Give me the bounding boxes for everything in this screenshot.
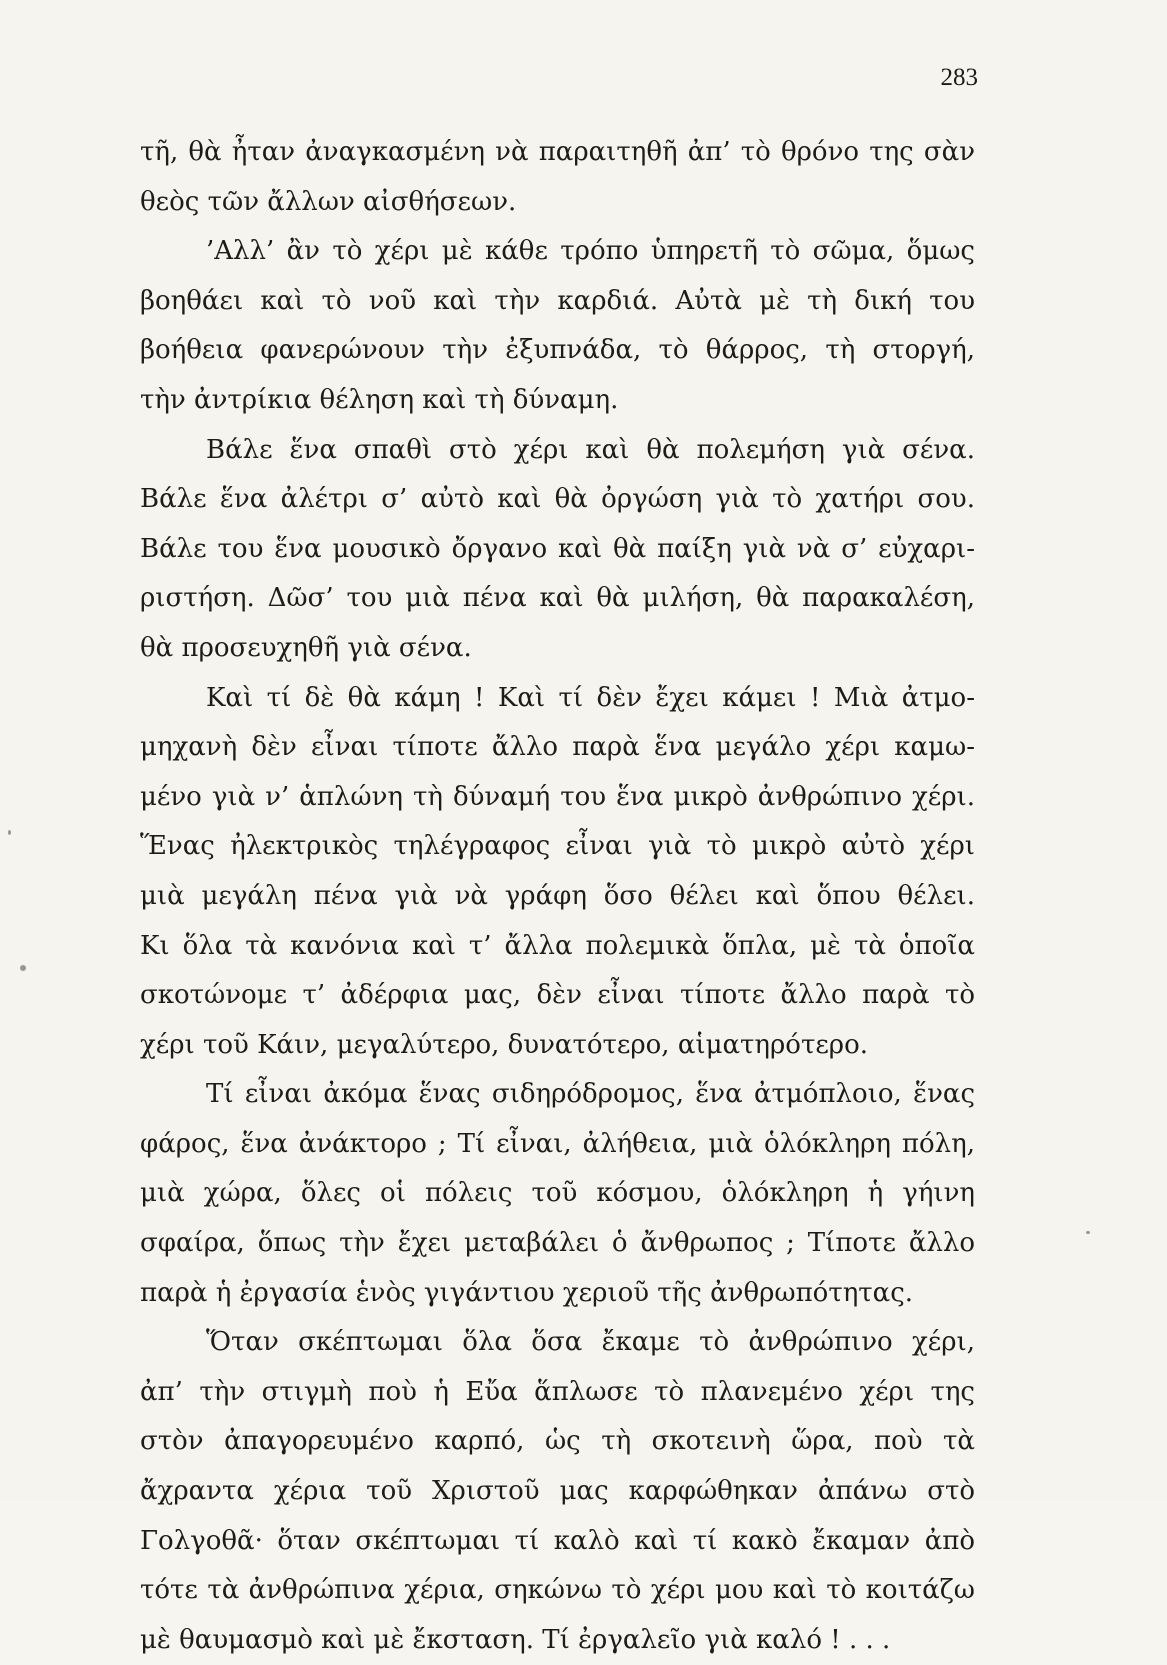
text-line: τὴν ἀντρίκια θέληση καὶ τὴ δύναμη. <box>140 384 619 415</box>
text-line: τῆ, θὰ ἦταν ἀναγκασμένη νὰ παραιτηθῆ ἀπ’ τὸ θρόνο της σὰν <box>140 137 975 167</box>
text-line: παρὰ ἡ ἐργασία ἑνὸς γιγάντιου χεριοῦ τῆς ἀνθρωπότητας. <box>140 1277 914 1308</box>
text-line: ἀπ’ τὴν στιγμὴ ποὺ ἡ Εὔα ἅπλωσε τὸ πλανεμένο χέρι της <box>140 1376 975 1407</box>
text-line: μιὰ χώρα, ὅλες οἱ πόλεις τοῦ κόσμου, ὁλόκληρη ἡ γήινη <box>140 1178 975 1209</box>
text-line: μιὰ μεγάλη πένα γιὰ νὰ γράφη ὅσο θέλει καὶ ὅπου θέλει. <box>140 880 975 911</box>
text-line: τότε τὰ ἀνθρώπινα χέρια, σηκώνω τὸ χέρι μου καὶ τὸ κοιτάζω <box>140 1575 975 1606</box>
text-line: Ἕνας ἠλεκτρικὸς τηλέγραφος εἶναι γιὰ τὸ μικρὸ αὐτὸ χέρι <box>140 831 975 862</box>
text-line: σφαίρα, ὅπως τὴν ἔχει μεταβάλει ὁ ἄνθρωπος ; Τίποτε ἄλλο <box>140 1228 975 1259</box>
paper-speck <box>20 965 26 971</box>
text-line: βοηθάει καὶ τὸ νοῦ καὶ τὴν καρδιά. Αὐτὰ μὲ τὴ δική του <box>140 285 975 316</box>
text-line: Καὶ τί δὲ θὰ κάμη ! Καὶ τί δὲν ἔχει κάμει ! Μιὰ ἀτμο- <box>206 682 975 713</box>
text-line: θὰ προσευχηθῆ γιὰ σένα. <box>140 632 472 663</box>
text-line: χέρι τοῦ Κάιν, μεγαλύτερο, δυνατότερο, αἱματηρότερο. <box>140 1029 868 1060</box>
paper-speck <box>1086 1231 1090 1234</box>
text-line: βοήθεια φανερώνουν τὴν ἐξυπνάδα, τὸ θάρρος, τὴ στοργή, <box>140 335 975 366</box>
text-line: Βάλε ἕνα σπαθὶ στὸ χέρι καὶ θὰ πολεμήση γιὰ σένα. <box>206 434 975 465</box>
text-line: Βάλε του ἕνα μουσικὸ ὄργανο καὶ θὰ παίξη γιὰ νὰ σ’ εὐχαρι- <box>140 533 975 564</box>
text-line: στὸν ἀπαγορευμένο καρπό, ὡς τὴ σκοτεινὴ ὥρα, ποὺ τὰ <box>140 1426 975 1457</box>
text-line: θεὸς τῶν ἄλλων αἰσθήσεων. <box>140 186 517 217</box>
text-line: μένο γιὰ ν’ ἁπλώνη τὴ δύναμή του ἕνα μικρὸ ἀνθρώπινο χέρι. <box>140 781 975 812</box>
text-line: Γολγοθᾶ· ὅταν σκέπτωμαι τί καλὸ καὶ τί κακὸ ἔκαμαν ἀπὸ <box>140 1525 975 1556</box>
text-line: σκοτώνομε τ’ ἀδέρφια μας, δὲν εἶναι τίποτε ἄλλο παρὰ τὸ <box>140 980 975 1011</box>
text-line: ἄχραντα χέρια τοῦ Χριστοῦ μας καρφώθηκαν ἀπάνω στὸ <box>140 1476 975 1507</box>
text-line: Κι ὅλα τὰ κανόνια καὶ τ’ ἄλλα πολεμικὰ ὅπλα, μὲ τὰ ὁποῖα <box>140 930 975 961</box>
text-line: μηχανὴ δὲν εἶναι τίποτε ἄλλο παρὰ ἕνα μεγάλο χέρι καμω- <box>140 732 975 763</box>
text-line: ’Αλλ’ ἂν τὸ χέρι μὲ κάθε τρόπο ὑπηρετῆ τὸ σῶμα, ὅμως <box>206 236 975 267</box>
text-line: Τί εἶναι ἀκόμα ἕνας σιδηρόδρομος, ἕνα ἀτμόπλοιο, ἕνας <box>206 1079 975 1110</box>
text-line: Ὅταν σκέπτωμαι ὅλα ὅσα ἔκαμε τὸ ἀνθρώπινο χέρι, <box>206 1327 975 1358</box>
text-line: Βάλε ἕνα ἀλέτρι σ’ αὐτὸ καὶ θὰ ὀργώση γιὰ τὸ χατήρι σου. <box>140 484 975 515</box>
paper-speck <box>8 830 11 835</box>
text-line: μὲ θαυμασμὸ καὶ μὲ ἔκσταση. Τί ἐργαλεῖο γιὰ καλό ! . . . <box>140 1624 891 1655</box>
body-text <box>140 128 975 1665</box>
text-line: φάρος, ἕνα ἀνάκτορο ; Τί εἶναι, ἀλήθεια, μιὰ ὁλόκληρη πόλη, <box>140 1128 975 1159</box>
page-number: 283 <box>940 64 978 91</box>
text-line: ριστήση. Δῶσ’ του μιὰ πένα καὶ θὰ μιλήση, θὰ παρακαλέση, <box>140 583 975 614</box>
